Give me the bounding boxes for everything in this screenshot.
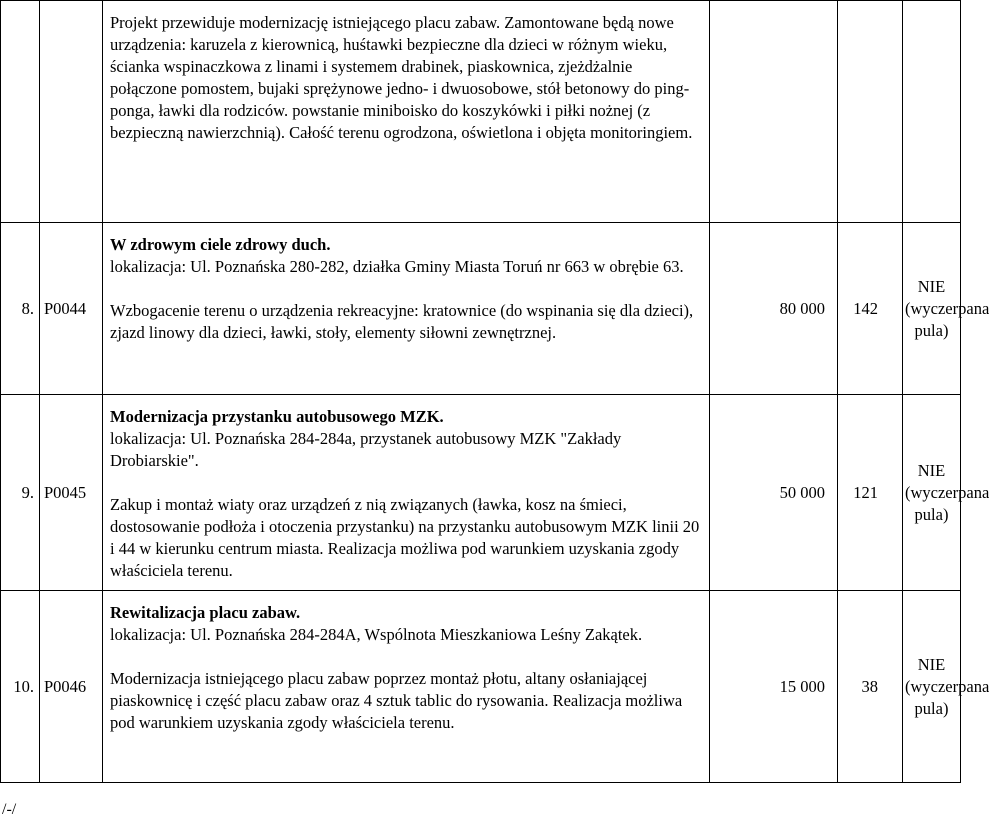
project-title: W zdrowym ciele zdrowy duch. [110, 235, 331, 254]
project-status [903, 1, 961, 223]
footer-mark: /-/ [2, 801, 17, 818]
table-row [1, 223, 961, 395]
project-description-cell [103, 1, 710, 223]
project-cost: 80 000 [710, 223, 838, 395]
row-number [1, 1, 40, 223]
project-title: Rewitalizacja placu zabaw. [110, 603, 301, 622]
project-description-cell [103, 223, 710, 395]
project-description: Zakup i montaż wiaty oraz urządzeń z nią związanych (ławka, kosz na śmieci, dostosowanie podłoża i otoczenia przystanku) na przystanku autobusowym MZK linii 20 i 44 w kierunku centrum miasta. Realizacja możliwa pod warunkiem uzyskania zgody właściciela terenu. [110, 495, 700, 580]
project-description: Projekt przewiduje modernizację istniejącego placu zabaw. Zamontowane będą nowe urządzenia: karuzela z kierownicą, huśtawki bezpieczne dla dzieci w różnym wieku, ścianka wspinaczkowa z linami i systemem drabinek, piaskownica, zjeżdżalnie połączone pomostem, bujaki sprężynowe jedno- i dwuosobowe, stół betonowy do ping-ponga, ławki dla rodziców. powstanie miniboisko do koszykówki i piłki nożnej (z bezpieczną nawierzchnią). Całość terenu ogrodzona, oświetlona i objęta monitoringiem. [110, 13, 693, 142]
project-location: lokalizacja: Ul. Poznańska 284-284a, przystanek autobusowy MZK "Zakłady Drobiarskie". [110, 429, 622, 470]
project-cost: 15 000 [710, 591, 838, 783]
table-row [1, 591, 961, 783]
status-decision: NIE [917, 654, 946, 674]
project-code: P0044 [40, 223, 103, 395]
status-decision: NIE [917, 276, 946, 296]
status-reason: (wyczerpana pula) [905, 298, 989, 340]
project-votes: 121 [838, 395, 903, 591]
project-cost [710, 1, 838, 223]
project-code [40, 1, 103, 223]
project-title: Modernizacja przystanku autobusowego MZK. [110, 407, 444, 426]
project-header [110, 406, 703, 472]
project-description-cell [103, 591, 710, 783]
project-code: P0045 [40, 395, 103, 591]
project-description: Modernizacja istniejącego placu zabaw poprzez montaż płotu, altany osłaniającej piaskownicę i część placu zabaw oraz 4 sztuk tablic do rysowania. Realizacja możliwa pod warunkiem uzyskania zgody właściciela terenu. [110, 669, 683, 732]
table-row [1, 1, 961, 223]
project-description-cell [103, 395, 710, 591]
project-header [110, 602, 703, 646]
table-row [1, 395, 961, 591]
project-votes: 38 [838, 591, 903, 783]
project-code: P0046 [40, 591, 103, 783]
project-status [903, 223, 989, 395]
project-status [903, 591, 989, 783]
row-number: 8. [1, 223, 40, 395]
row-number: 10. [1, 591, 40, 783]
status-reason: (wyczerpana pula) [905, 482, 989, 524]
status-reason: (wyczerpana pula) [905, 676, 989, 718]
project-status [903, 395, 989, 591]
project-header [110, 234, 703, 278]
project-cost: 50 000 [710, 395, 838, 591]
project-votes [838, 1, 903, 223]
project-location: lokalizacja: Ul. Poznańska 284-284A, Wspólnota Mieszkaniowa Leśny Zakątek. [110, 625, 643, 644]
project-description: Wzbogacenie terenu o urządzenia rekreacyjne: kratownice (do wspinania się dla dzieci), zjazd linowy dla dzieci, ławki, stoły, elementy siłowni zewnętrznej. [110, 301, 694, 342]
status-decision: NIE [917, 460, 946, 480]
project-votes: 142 [838, 223, 903, 395]
project-location: lokalizacja: Ul. Poznańska 280-282, działka Gminy Miasta Toruń nr 663 w obrębie 63. [110, 257, 684, 276]
row-number: 9. [1, 395, 40, 591]
